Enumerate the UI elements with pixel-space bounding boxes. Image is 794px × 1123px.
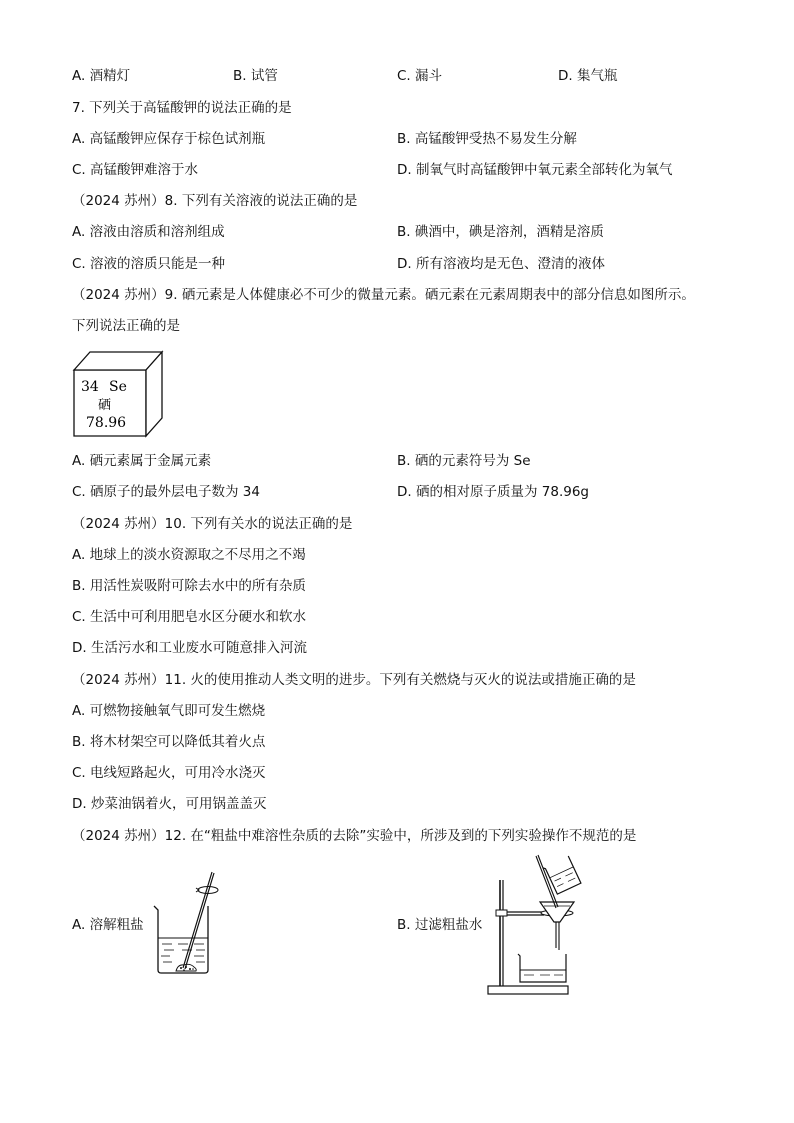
filtration-apparatus-figure [482, 852, 592, 997]
q8-option-c: C. 溶液的溶质只能是一种 [72, 256, 226, 272]
q12-option-b: B. 过滤粗盐水 [397, 917, 483, 933]
q10-option-d: D. 生活污水和工业废水可随意排入河流 [72, 640, 307, 656]
q10-option-b: B. 用活性炭吸附可除去水中的所有杂质 [72, 578, 306, 594]
q7-option-c: C. 高锰酸钾难溶于水 [72, 162, 199, 178]
q10-stem: （2024 苏州）10. 下列有关水的说法正确的是 [72, 516, 353, 532]
q12-option-a: A. 溶解粗盐 [72, 917, 144, 933]
q7-stem: 7. 下列关于高锰酸钾的说法正确的是 [72, 100, 292, 116]
element-symbol: Se [109, 379, 127, 395]
q7-option-a: A. 高锰酸钾应保存于棕色试剂瓶 [72, 131, 266, 147]
q6-option-a: A. 酒精灯 [72, 68, 131, 84]
q9-stem-line2: 下列说法正确的是 [72, 318, 180, 334]
q9-option-d: D. 硒的相对原子质量为 78.96g [397, 484, 589, 500]
q11-stem: （2024 苏州）11. 火的使用推动人类文明的进步。下列有关燃烧与灭火的说法或措施正确的是 [72, 672, 636, 688]
element-number: 34 [81, 379, 99, 395]
q7-option-d: D. 制氧气时高锰酸钾中氧元素全部转化为氧气 [397, 162, 673, 178]
q10-option-a: A. 地球上的淡水资源取之不尽用之不竭 [72, 547, 306, 563]
q8-option-b: B. 碘酒中，碘是溶剂，酒精是溶质 [397, 224, 604, 240]
q11-option-c: C. 电线短路起火，可用冷水浇灭 [72, 765, 266, 781]
q11-option-b: B. 将木材架空可以降低其着火点 [72, 734, 266, 750]
q6-option-d: D. 集气瓶 [558, 68, 618, 84]
q9-option-b: B. 硒的元素符号为 Se [397, 453, 531, 469]
dissolving-beaker-figure [150, 868, 222, 976]
q6-option-c: C. 漏斗 [397, 68, 443, 84]
element-name: 硒 [98, 398, 112, 413]
q12-stem: （2024 苏州）12. 在“粗盐中难溶性杂质的去除”实验中，所涉及到的下列实验操作不规范的是 [72, 828, 637, 844]
selenium-element-cell [72, 348, 164, 438]
q8-option-d: D. 所有溶液均是无色、澄清的液体 [397, 256, 605, 272]
q8-option-a: A. 溶液由溶质和溶剂组成 [72, 224, 225, 240]
q10-option-c: C. 生活中可利用肥皂水区分硬水和软水 [72, 609, 307, 625]
q11-option-d: D. 炒菜油锅着火，可用锅盖盖灭 [72, 796, 267, 812]
q11-option-a: A. 可燃物接触氧气即可发生燃烧 [72, 703, 266, 719]
element-mass: 78.96 [86, 415, 127, 431]
q6-option-b: B. 试管 [233, 68, 278, 84]
q7-option-b: B. 高锰酸钾受热不易发生分解 [397, 131, 577, 147]
q9-option-c: C. 硒原子的最外层电子数为 34 [72, 484, 260, 500]
q9-option-a: A. 硒元素属于金属元素 [72, 453, 212, 469]
q9-stem-line1: （2024 苏州）9. 硒元素是人体健康必不可少的微量元素。硒元素在元素周期表中的部分信息如图所示。 [72, 287, 695, 303]
q8-stem: （2024 苏州）8. 下列有关溶液的说法正确的是 [72, 193, 358, 209]
